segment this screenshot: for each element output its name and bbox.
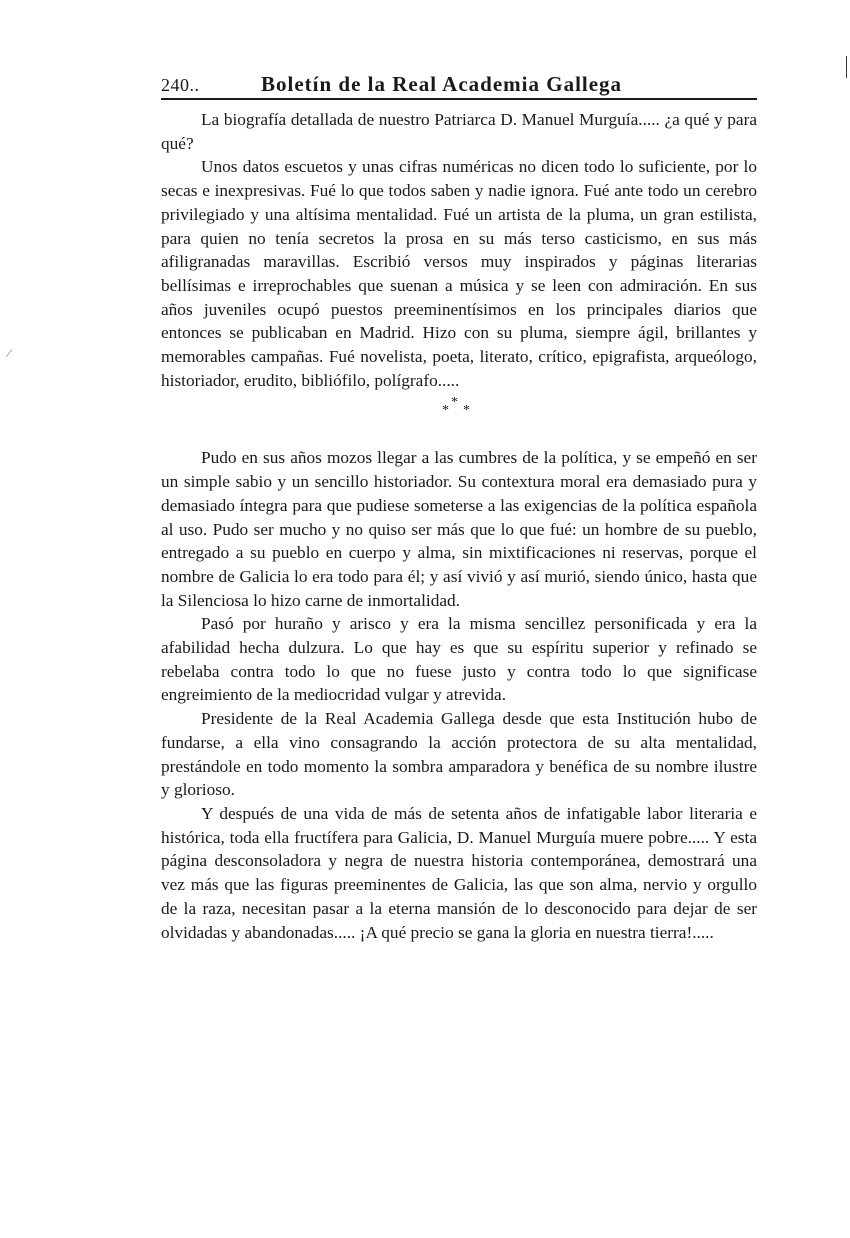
- asterism-separator: [161, 392, 757, 446]
- asterisk: *: [442, 403, 449, 419]
- paragraph: Presidente de la Real Academia Gallega desde que esta Institución hubo de fundarse, a ella vino consagrando la acción protectora de su alta mentalidad, prestándole en todo momento la sombra amparadora y benéfica de su nombre ilustre y glorioso.: [161, 709, 757, 800]
- document-page: [161, 72, 757, 944]
- paragraph: Y después de una vida de más de setenta años de infatigable labor literaria e histórica, toda ella fructífera para Galicia, D. Manuel Murguía muere pobre..... Y esta página desconsoladora y negra de nuestra historia contemporánea, demostrará una vez más que las figuras preeminentes de Galicia, las que son alma, nervio y orgullo de la raza, necesitan pasar a la eterna mansión de lo desconocido para dejar de ser olvidadas y abandonadas..... ¡A qué precio se gana la gloria en nuestra tierra!.....: [161, 803, 757, 942]
- paragraph: La biografía detallada de nuestro Patriarca D. Manuel Murguía..... ¿a qué y para qué?: [161, 110, 757, 153]
- paragraph: Pasó por huraño y arisco y era la misma sencillez personificada y era la afabilidad hecha dulzura. Lo que hay es que su espíritu superior y refinado se rebelaba contra todo lo que no fuese justo y contra todo lo que significase engreimiento de la mediocridad vulgar y atrevida.: [161, 614, 757, 705]
- scan-edge-line: [846, 56, 847, 78]
- page-header: [161, 72, 757, 100]
- article-body: [161, 108, 757, 944]
- page-number: 240..: [161, 75, 200, 95]
- asterisk: *: [463, 403, 470, 419]
- paragraph: Unos datos escuetos y unas cifras numéricas no dicen todo lo suficiente, por lo secas e inexpresivas. Fué lo que todos saben y nadie ignora. Fué ante todo un cerebro privilegiado y una altísima mentalidad. Fué un artista de la pluma, un gran estilista, para quien no tenía secretos la prosa en su más terso casticismo, en sus más afiligranadas maravillas. Escribió versos muy inspirados y páginas literarias bellísimas e irreprochables que suenan a música y se leen con admiración. En sus años juveniles ocupó puestos preeminentísimos en los principales diarios que entonces se publicaban en Madrid. Hizo con su pluma, siempre ágil, brillantes y memorables campañas. Fué novelista, poeta, literato, crítico, epigrafista, arqueólogo, historiador, erudito, bibliófilo, polígrafo.....: [161, 157, 757, 390]
- scan-speck: ⁄: [8, 346, 11, 360]
- asterisk: *: [451, 395, 458, 411]
- paragraph: Pudo en sus años mozos llegar a las cumbres de la política, y se empeñó en ser un simple sabio y un sencillo historiador. Su contextura moral era demasiado pura y demasiado íntegra para que pudiese someterse a las exigencias de la política española al uso. Pudo ser mucho y no quiso ser más que lo que fué: un hombre de su pueblo, entregado a su pueblo en cuerpo y alma, sin mixtificaciones ni reservas, porque el nombre de Galicia lo era todo para él; y así vivió y así murió, siendo único, hasta que la Silenciosa lo hizo carne de inmortalidad.: [161, 448, 757, 610]
- running-title: Boletín de la Real Academia Gallega: [261, 72, 623, 96]
